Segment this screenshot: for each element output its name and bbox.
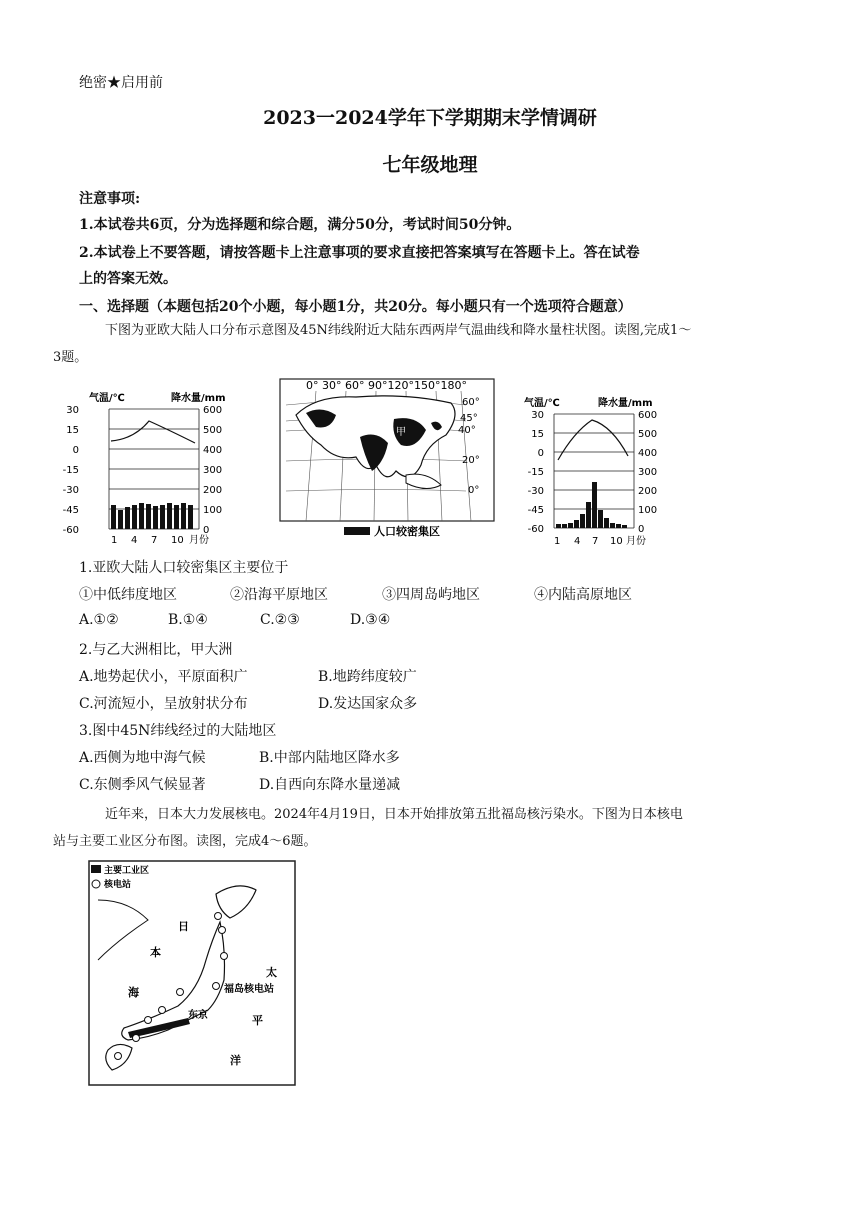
right-precip-tick: 400 [638, 448, 658, 459]
left-temp-tick: 15 [66, 425, 79, 436]
left-month-tick: 4 [131, 535, 138, 546]
q3-option-b: B.中部内陆地区降水多 [259, 750, 400, 766]
notice-item-2a: 2.本试卷上不要答题，请按答题卡上注意事项的要求直接把答案填写在答题卡上。答在试卷 [79, 245, 640, 261]
left-month-unit: 月份 [189, 535, 209, 546]
q3-option-a: A.西侧为地中海气候 [79, 750, 206, 766]
q1-option-c: C.②③ [260, 612, 300, 628]
map-lat-label: 0° [468, 485, 480, 496]
map-legend-label: 人口较密集区 [374, 525, 440, 538]
left-precip-tick: 0 [203, 525, 210, 536]
q2-stem: 2.与乙大洲相比，甲大洲 [79, 642, 233, 658]
right-temp-label: 气温/℃ [524, 398, 560, 409]
nuclear-icon [92, 880, 100, 888]
section1-intro [53, 317, 785, 371]
q3-stem: 3.图中45N纬线经过的大陆地区 [79, 723, 277, 739]
q2-option-b: B.地跨纬度较广 [318, 669, 417, 685]
left-temp-tick: 30 [66, 405, 79, 416]
q1-option-a: A.①② [79, 612, 119, 628]
right-precip-label: 降水量/mm [598, 398, 653, 409]
q1-option-d: D.③④ [350, 612, 391, 628]
right-month-tick: 1 [554, 536, 561, 547]
map-legend-swatch [344, 527, 370, 535]
tokyo-label: 东京 [188, 1010, 208, 1021]
japan-nuclear-map [88, 860, 298, 1088]
q2-option-a: A.地势起伏小，平原面积广 [79, 669, 248, 685]
left-climate-chart [62, 385, 239, 546]
right-temp-tick: 0 [537, 448, 544, 459]
right-precip-tick: 100 [638, 505, 658, 516]
left-month-tick: 10 [171, 535, 184, 546]
right-precip-tick: 600 [638, 410, 658, 421]
section1-intro-b: 3题。 [53, 350, 88, 365]
exam-subtitle: 七年级地理 [382, 154, 478, 176]
left-precip-label: 降水量/mm [171, 393, 226, 404]
asia-europe-population-map [276, 375, 498, 540]
right-month-tick: 7 [592, 536, 599, 547]
left-temp-tick: 0 [72, 445, 79, 456]
q2-option-c: C.河流短小，呈放射状分布 [79, 696, 248, 712]
section2-intro-b: 站与主要工业区分布图。读图，完成4～6题。 [53, 834, 317, 849]
fukushima-label: 福岛核电站 [224, 984, 274, 995]
notice-heading: 注意事项: [79, 191, 141, 207]
right-precip-tick: 500 [638, 429, 658, 440]
left-temp-tick: -30 [62, 485, 79, 496]
exam-title: 2023一2024学年下学期期末学情调研 [263, 107, 597, 129]
ocean-label-1: 太 [266, 966, 277, 979]
q1-statement-2: ②沿海平原地区 [230, 587, 328, 603]
left-month-tick: 1 [111, 535, 118, 546]
map-label-jia: 甲 [396, 427, 406, 438]
right-temp-tick: -30 [527, 486, 544, 497]
section2-intro [53, 801, 785, 855]
right-precip-tick: 300 [638, 467, 658, 478]
ocean-label-3: 洋 [230, 1054, 241, 1067]
sea-label-3: 海 [128, 986, 139, 999]
q1-statement-1: ①中低纬度地区 [79, 587, 177, 603]
q3-option-c: C.东侧季风气候显著 [79, 777, 206, 793]
q1-option-b: B.①④ [168, 612, 208, 628]
right-temp-tick: -45 [527, 505, 544, 516]
left-temp-tick: -15 [62, 465, 79, 476]
map-longitude-labels: 0° 30° 60° 90°120°150°180° [306, 379, 467, 392]
left-temp-tick: -45 [62, 505, 79, 516]
q1-statement-3: ③四周岛屿地区 [382, 587, 480, 603]
section1-intro-a: 下图为亚欧大陆人口分布示意图及45N纬线附近大陆东西两岸气温曲线和降水量柱状图。读图,完成1～ [105, 323, 692, 338]
legend-nuclear-label: 核电站 [104, 880, 132, 890]
q1-stem: 1.亚欧大陆人口较密集区主要位于 [79, 560, 289, 576]
legend-industry-swatch [91, 865, 101, 873]
ocean-label-2: 平 [252, 1014, 263, 1027]
right-month-unit: 月份 [626, 536, 646, 547]
map-lat-label: 20° [462, 455, 480, 466]
section2-intro-a: 近年来，日本大力发展核电。2024年4月19日，日本开始排放第五批福岛核污染水。下图为日本核电 [105, 807, 683, 822]
q3-option-d: D.自西向东降水量递减 [259, 777, 401, 793]
right-temp-tick: -15 [527, 467, 544, 478]
legend-industry-label: 主要工业区 [104, 866, 150, 876]
map-lat-label: 40° [458, 425, 476, 436]
left-precip-tick: 600 [203, 405, 223, 416]
right-temp-tick: -60 [527, 524, 544, 535]
right-month-tick: 10 [610, 536, 623, 547]
sea-label-2: 本 [150, 946, 161, 959]
q2-option-d: D.发达国家众多 [318, 696, 418, 712]
notice-item-2b: 上的答案无效。 [79, 271, 177, 287]
left-month-tick: 7 [151, 535, 158, 546]
left-temp-label: 气温/℃ [89, 393, 125, 404]
q1-statement-4: ④内陆高原地区 [534, 587, 632, 603]
map-lat-label: 60° [462, 397, 480, 408]
section1-heading: 一、选择题（本题包括20个小题，每小题1分，共20分。每小题只有一个选项符合题意） [79, 299, 632, 315]
notice-item-1: 1.本试卷共6页，分为选择题和综合题，满分50分，考试时间50分钟。 [79, 217, 521, 233]
confidential-mark: 绝密★启用前 [79, 75, 163, 91]
right-precip-tick: 0 [638, 524, 645, 535]
left-precip-tick: 100 [203, 505, 223, 516]
left-temp-tick: -60 [62, 525, 79, 536]
right-temp-tick: 15 [531, 429, 544, 440]
map-lat-label: 45° [460, 413, 478, 424]
right-precip-tick: 200 [638, 486, 658, 497]
left-precip-tick: 200 [203, 485, 223, 496]
right-temp-tick: 30 [531, 410, 544, 421]
left-precip-tick: 400 [203, 445, 223, 456]
left-precip-tick: 300 [203, 465, 223, 476]
right-month-tick: 4 [574, 536, 581, 547]
sea-label-1: 日 [178, 920, 189, 933]
left-precip-tick: 500 [203, 425, 223, 436]
right-climate-chart [524, 392, 684, 552]
